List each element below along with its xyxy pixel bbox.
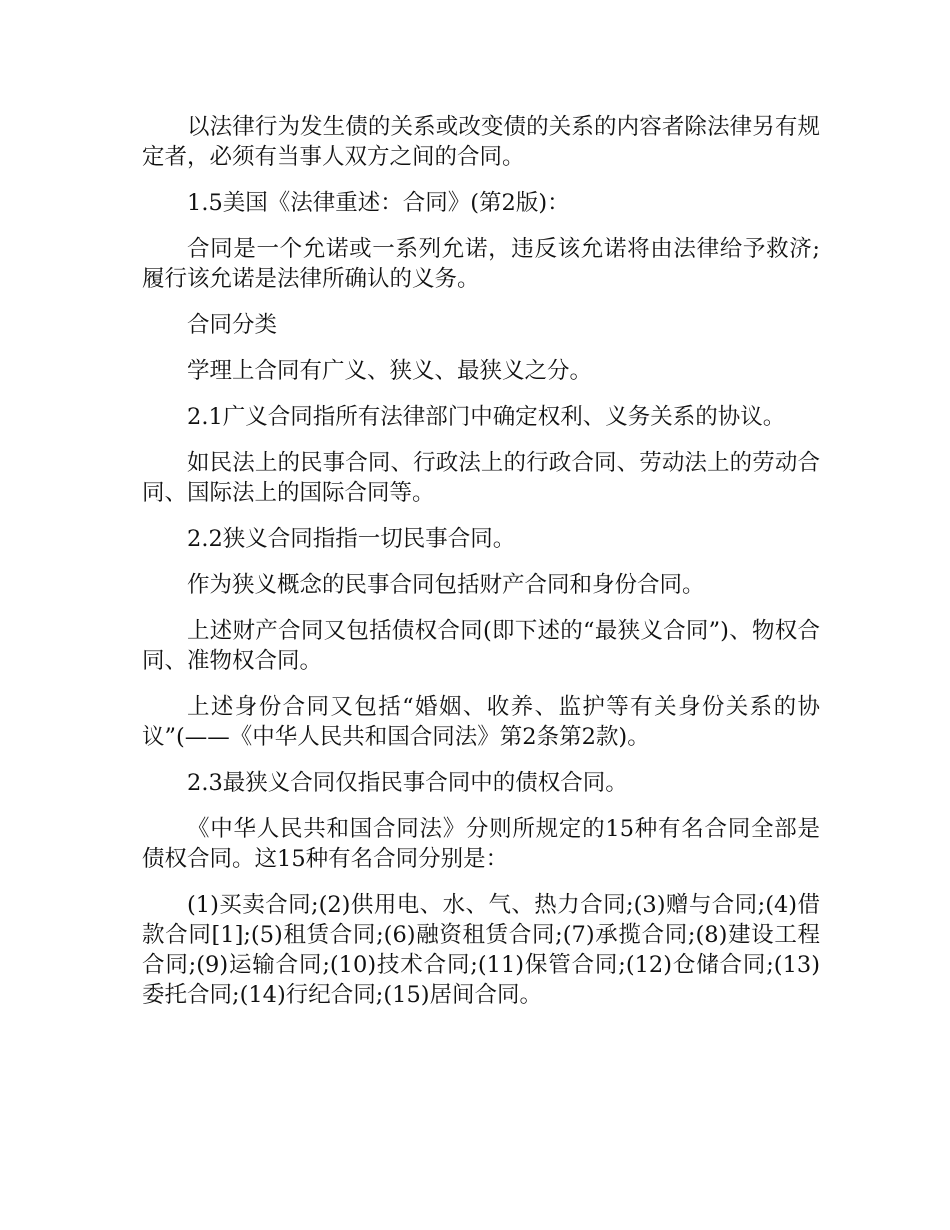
paragraph: 上述财产合同又包括债权合同(即下述的“最狭义合同”)、物权合同、准物权合同。 [142,618,820,674]
paragraph: 以法律行为发生债的关系或改变债的关系的内容者除法律另有规定者，必须有当事人双方之间的合同。 [142,114,820,170]
document-body [142,112,820,1026]
contract-list-paragraph: (1)买卖合同;(2)供用电、水、气、热力合同;(3)赠与合同;(4)借款合同[1];(5)租赁合同;(6)融资租赁合同;(7)承揽合同;(8)建设工程合同;(9)运输合同;(10)技术合同;(11)保管合同;(12)仓储合同;(13)委托合同;(14)行纪合同;(15)居间合同。 [142,892,820,1008]
section-heading: 合同分类 [187,312,278,338]
paragraph: 学理上合同有广义、狭义、最狭义之分。 [187,358,593,384]
paragraph: 合同是一个允诺或一系列允诺，违反该允诺将由法律给予救济;履行该允诺是法律所确认的义务。 [142,236,820,292]
paragraph: 上述身份合同又包括“婚姻、收养、监护等有关身份关系的协议”(——《中华人民共和国合同法》第2条第2款)。 [142,694,820,750]
paragraph: 2.3最狭义合同仅指民事合同中的债权合同。 [187,770,628,796]
paragraph: 《中华人民共和国合同法》分则所规定的15种有名合同全部是债权合同。这15种有名合同分别是： [142,816,820,872]
paragraph: 2.2狭义合同指指一切民事合同。 [187,526,516,552]
paragraph: 作为狭义概念的民事合同包括财产合同和身份合同。 [187,572,705,598]
paragraph: 如民法上的民事合同、行政法上的行政合同、劳动法上的劳动合同、国际法上的国际合同等。 [142,450,820,506]
paragraph: 1.5美国《法律重述：合同》(第2版)： [187,190,570,216]
paragraph: 2.1广义合同指所有法律部门中确定权利、义务关系的协议。 [187,404,786,430]
